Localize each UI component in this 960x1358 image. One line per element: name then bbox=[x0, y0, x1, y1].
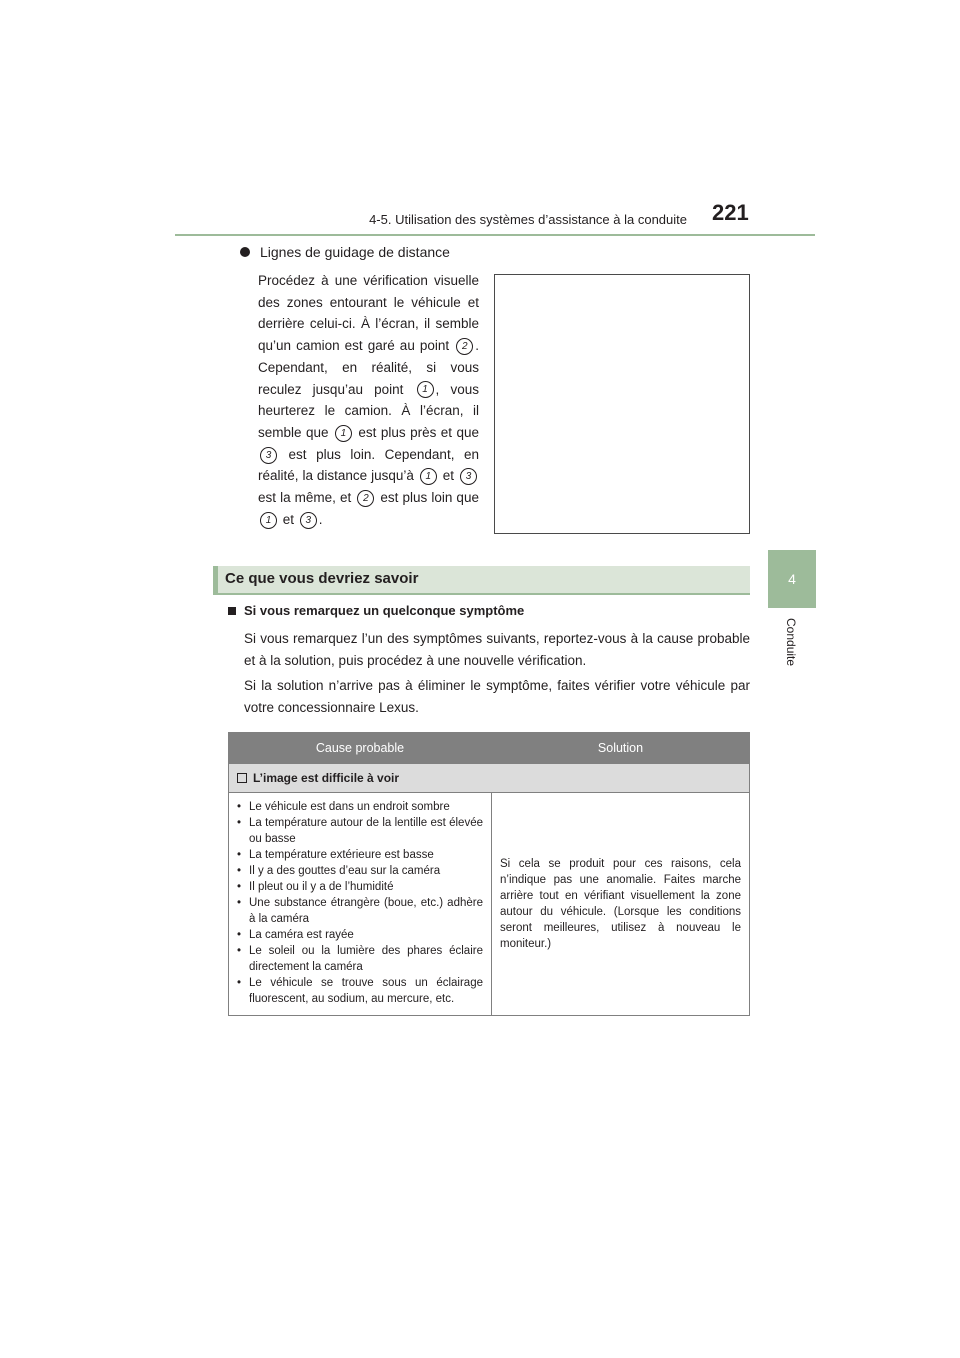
camera-illustration-frame bbox=[494, 274, 750, 534]
chapter-label-text: Conduite bbox=[784, 618, 798, 667]
point-3-marker: 3 bbox=[260, 447, 277, 464]
table-header-row bbox=[229, 733, 750, 764]
guidelines-text: Procédez à une vérification visuelle des zones entourant le véhicule et derrière celui-ci. À l’écran, il semble qu’un camion est garé au point bbox=[258, 273, 479, 354]
guidelines-text: . bbox=[318, 511, 323, 527]
table-group-cell bbox=[229, 764, 750, 793]
table-group-label: L’image est difficile à voir bbox=[253, 771, 400, 785]
section-title: Ce que vous devriez savoir bbox=[225, 570, 419, 587]
square-bullet-icon bbox=[228, 607, 236, 615]
page-number: 221 bbox=[712, 200, 749, 225]
column-header-solution: Solution bbox=[492, 733, 750, 764]
chapter-label bbox=[782, 618, 802, 688]
table-group-row bbox=[229, 764, 750, 793]
checkbox-icon bbox=[237, 773, 247, 783]
guidelines-text: , vous heurterez le camion. À l’écran, il semble que bbox=[258, 381, 479, 440]
section-accent-bar bbox=[213, 566, 218, 593]
guidelines-text: . Cependant, en réalité, si vous reculez jusqu’au point bbox=[258, 338, 479, 397]
section-divider bbox=[213, 593, 750, 595]
column-header-cause: Cause probable bbox=[229, 733, 492, 764]
point-1-marker: 1 bbox=[417, 381, 434, 398]
cause-item: • La température extérieure est basse bbox=[237, 847, 483, 863]
guidelines-bullet-label: Lignes de guidage de distance bbox=[260, 244, 450, 260]
point-3-marker: 3 bbox=[300, 512, 317, 529]
guidelines-text: est plus loin que bbox=[380, 490, 479, 506]
table-row bbox=[229, 793, 750, 1016]
cause-item: • La température autour de la lentille est élevée ou basse bbox=[237, 815, 483, 847]
guidelines-paragraph bbox=[258, 270, 479, 530]
cause-item: • Le véhicule est dans un endroit sombre bbox=[237, 799, 483, 815]
guidelines-text: est plus loin. Cependant, en réalité, la distance jusqu’à bbox=[258, 446, 479, 484]
troubleshooting-table bbox=[228, 732, 750, 1016]
causes-list bbox=[237, 799, 483, 1007]
point-1-marker: 1 bbox=[420, 468, 437, 485]
solution-cell: Si cela se produit pour ces raisons, cela n’indique pas une anomalie. Faites marche arrière tout en vérifiant visuellement la zone autour du véhicule. (Lorsque les conditions seront meilleures, utilisez à nouveau le moniteur.) bbox=[492, 793, 750, 1016]
section-header bbox=[213, 566, 750, 593]
symptoms-paragraph-2: Si la solution n’arrive pas à éliminer le symptôme, faites vérifier votre véhicule par votre concessionnaire Lexus. bbox=[244, 678, 750, 715]
symptoms-paragraph-1: Si vous remarquez l’un des symptômes suivants, reportez-vous à la cause probable et à la solution, puis procédez à une nouvelle vérification. bbox=[244, 631, 750, 668]
header-section-title: 4-5. Utilisation des systèmes d’assistance à la conduite bbox=[369, 212, 687, 227]
guidelines-text: et bbox=[442, 468, 455, 484]
symptoms-heading bbox=[228, 603, 524, 618]
bullet-dot-icon bbox=[240, 247, 250, 257]
point-3-marker: 3 bbox=[460, 468, 477, 485]
cause-item: • Le soleil ou la lumière des phares éclaire directement la caméra bbox=[237, 943, 483, 975]
guidelines-bullet bbox=[240, 244, 450, 260]
point-1-marker: 1 bbox=[260, 512, 277, 529]
cause-item: • Il y a des gouttes d’eau sur la caméra bbox=[237, 863, 483, 879]
cause-item: • Il pleut ou il y a de l’humidité bbox=[237, 879, 483, 895]
point-1-marker: 1 bbox=[335, 425, 352, 442]
guidelines-text: et bbox=[282, 511, 295, 527]
cause-item: • Le véhicule se trouve sous un éclairage fluorescent, au sodium, au mercure, etc. bbox=[237, 975, 483, 1007]
point-2-marker: 2 bbox=[357, 490, 374, 507]
guidelines-text: est la même, et bbox=[258, 490, 352, 506]
causes-cell bbox=[229, 793, 492, 1016]
chapter-tab: 4 bbox=[768, 550, 816, 608]
symptoms-heading-text: Si vous remarquez un quelconque symptôme bbox=[244, 603, 525, 618]
header-divider bbox=[175, 234, 815, 236]
guidelines-text: est plus près et que bbox=[358, 424, 479, 440]
cause-item: • La caméra est rayée bbox=[237, 927, 483, 943]
point-2-marker: 2 bbox=[456, 338, 473, 355]
cause-item: • Une substance étrangère (boue, etc.) adhère à la caméra bbox=[237, 895, 483, 927]
